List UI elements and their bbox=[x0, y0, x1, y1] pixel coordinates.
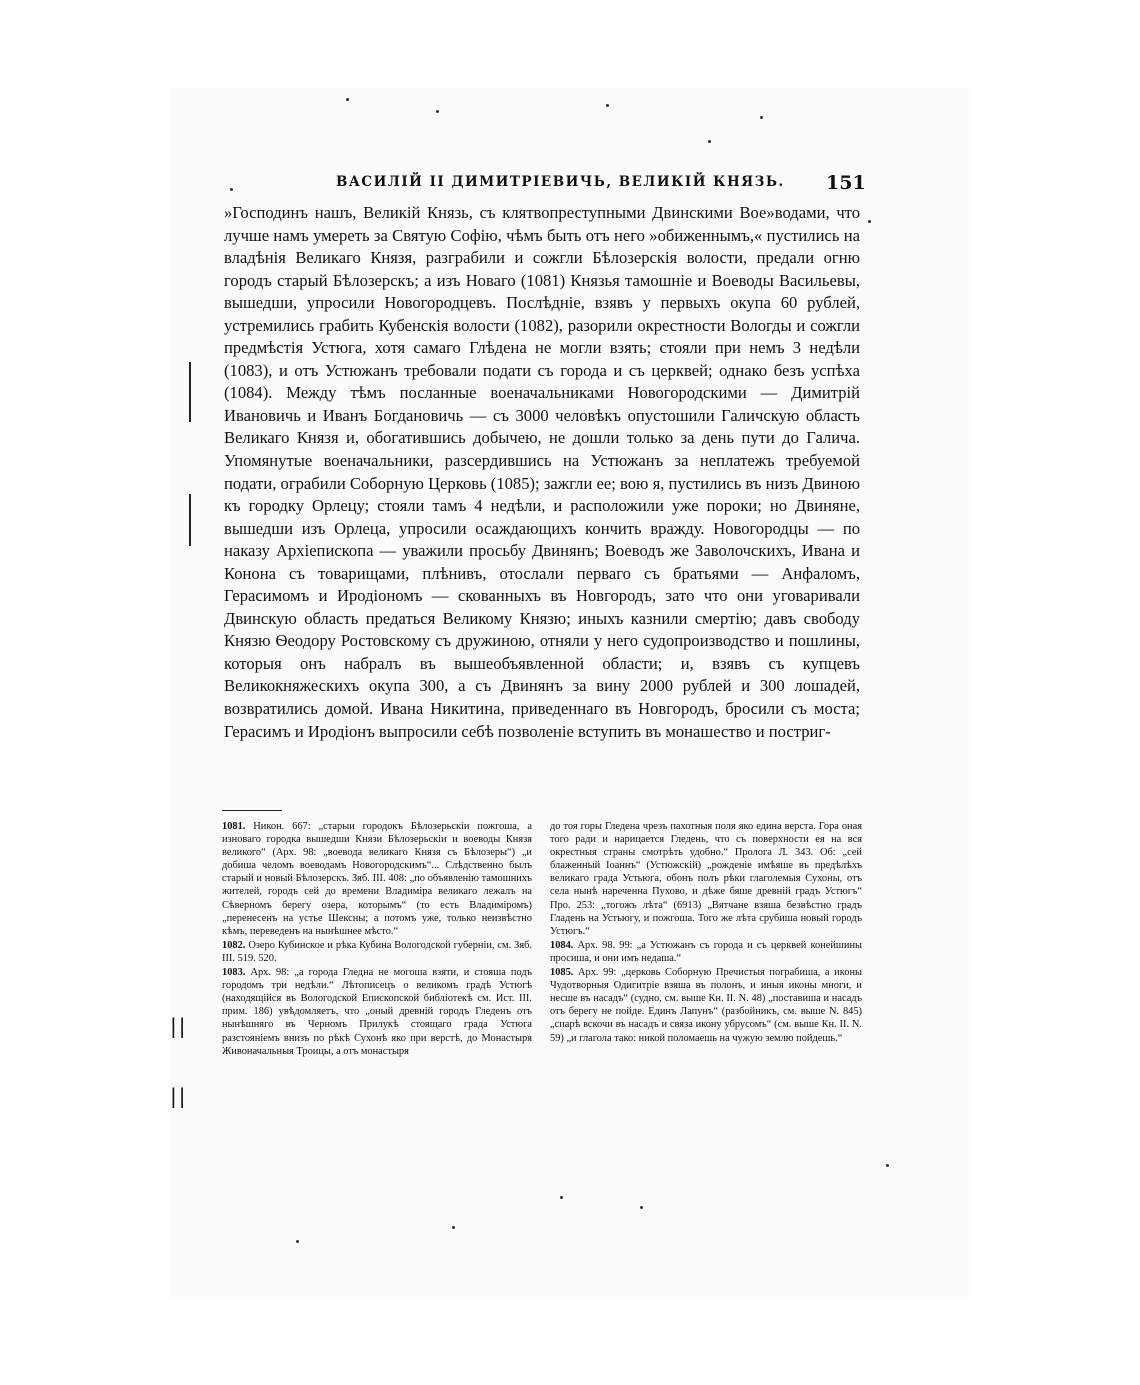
footnote-text: Арх. 99: „церковь Соборную Пречистыя пограбиша, а иконы Чудотворныя Одигитріе взяша въ полонъ, и иныя иконы многи, и несше въ насадъ“ (судно, см. выше Кн. II. N. 48) „поставиша и насадъ отъ берегу не пойде. Единъ Лапунъ“ (разбойникъ, см. выше N. 845) „спарѣ вскочи въ насадъ и связа икону убрусомъ“ (см. выше Кн. II. N. 59) „и глагола тако: никой поломаешь на чужую землю пойдешь.“ bbox=[550, 967, 862, 1044]
margin-mark: || bbox=[170, 1014, 188, 1038]
scan-speck bbox=[560, 1196, 563, 1199]
scan-speck bbox=[436, 110, 439, 113]
scan-speck bbox=[606, 104, 609, 107]
margin-line bbox=[189, 494, 191, 546]
margin-line bbox=[189, 362, 191, 422]
footnote bbox=[222, 966, 532, 1058]
footnotes-left-column bbox=[222, 820, 532, 1059]
footnote bbox=[222, 820, 532, 938]
scan-speck bbox=[346, 98, 349, 101]
footnote-number: 1085. bbox=[550, 967, 574, 979]
footnote bbox=[550, 939, 862, 965]
scan-speck bbox=[452, 1226, 455, 1229]
footnote-divider bbox=[222, 810, 282, 811]
footnote-text: Арх. 98: „а города Гледна не могоша взяти, и стояша подъ городомъ три недѣли.“ Лѣтописецъ о великомъ градѣ Устюгѣ (находящійся въ Вологодской Епископской библіотекѣ см. Ист. III. прим. 186) увѣдомляетъ, что „оный древній городъ Гледенъ отъ нынѣшняго въ Черномъ Прилукѣ стоящаго града Устюга разстояніемъ внизъ по рѣкѣ Сухонѣ яко при верстѣ, до Монастыря Живоначальныя Троицы, а отъ монастыря bbox=[222, 967, 532, 1057]
scan-speck bbox=[296, 1240, 299, 1243]
main-text: »Господинъ нашъ, Великій Князь, съ клятвопреступными Двинскими Вое»водами, что лучше намъ умереть за Святую Софію, чѣмъ быть отъ него »обиженнымъ,« пустились на владѣнія Великаго Князя, разграбили и сожгли Бѣлозерскія волости, предали огню городъ старый Бѣлозерскъ; а изъ Новаго (1081) Князья тамошніе и Воеводы Васильевы, вышедши, упросили Новогородцевъ. Послѣдніе, взявъ у первыхъ окупа 60 рублей, устремились грабить Кубенскія волости (1082), разорили окрестности Вологды и сожгли предмѣстія Устюга, хотя самаго Глѣдена не могли взять; стояли при немъ 3 недѣли (1083), и отъ Устюжанъ требовали подати съ города и съ церквей; однако безъ успѣха (1084). Между тѣмъ посланные военачальниками Новогородскими — Димитрій Ивановичь и Иванъ Богдановичь — съ 3000 человѣкъ опустошили Галичскую область Великаго Князя и, обогатившись добычею, не дошли только за день пути до Галича. Упомянутые военачальники, разсердившись на Устюжанъ за неплатежъ требуемой подати, ограбили Соборную Церковь (1085); зажгли ее; вою я, пустились въ низъ Двиною къ городку Орлецу; стояли тамъ 4 недѣли, и расположили уже пороки; но Двиняне, вышедши изъ Орлеца, упросили осаждающихъ кончить вражду. Новогородцы — по наказу Архіепископа — уважили просьбу Двинянъ; Воеводъ же Заволочскихъ, Ивана и Конона съ товарищами, плѣнивъ, отослали перваго съ братьями — Анфаломъ, Герасимомъ и Иродіономъ — скованныхъ въ Новгородъ, зато что они уговаривали Двинскую область предаться Великому Князю; иныхъ казнили смертію; давъ свободу Князю Ѳеодору Ростовскому съ дружиною, отняли у него судопроизводство и пошлины, которыя онъ набралъ въ вышеобъявленной области; и, взявъ съ купцевъ Великокняжескихъ окупа 300, а съ Двинянъ за вину 2000 рублей и 300 лошадей, возвратились домой. Ивана Никитина, приведеннаго въ Новгородъ, бросили съ моста; Герасимъ и Иродіонъ выпросили себѣ позволеніе вступить въ монашество и постриг- bbox=[224, 203, 860, 741]
footnote-number: 1084. bbox=[550, 939, 574, 951]
footnote-number: 1082. bbox=[222, 939, 246, 951]
scan-speck bbox=[640, 1206, 643, 1209]
footnotes-right-column bbox=[550, 820, 862, 1046]
footnote-text: Озеро Кубинское и рѣка Кубина Вологодской губерніи, см. Зяб. III. 519. 520. bbox=[222, 939, 532, 964]
scan-speck bbox=[868, 220, 871, 223]
footnote bbox=[550, 820, 862, 938]
footnote bbox=[222, 939, 532, 965]
footnote bbox=[550, 966, 862, 1045]
scan-speck bbox=[708, 140, 711, 143]
margin-mark: || bbox=[170, 1084, 188, 1108]
footnote-number: 1083. bbox=[222, 967, 246, 979]
scan-speck bbox=[230, 188, 233, 191]
page-number: 151 bbox=[826, 172, 866, 194]
footnote-number: 1081. bbox=[222, 821, 246, 832]
scan-speck bbox=[886, 1164, 889, 1167]
scan-speck bbox=[760, 116, 763, 119]
footnote-text: до тоя горы Гледена чрезъ пахотныя поля яко едина верста. Гора оная того ради и нарицается Гледень, что съ поверхности ея на вся окрестныя страны смотрѣть удобно.“ Пролога Л. 343. Об: „сей блаженный Іоаннъ“ (Устюжскій) „рожденіе имѣяше въ предѣлѣхъ великаго града Устьюга, обонъ полъ рѣки глаголемыя Сухоны, отъ села нынѣ нареченна Пухово, и дѣже бяше древній градъ Устюгъ“ Про. 253: „тогожъ лѣта“ (6913) „Вятчане взяша безвѣстно градъ Гладень на Устьюгу, и пожгоша. Того же лѣта срубиша новый городъ Устюгъ.“ bbox=[550, 821, 862, 937]
footnote-text: Арх. 98. 99: „а Устюжанъ съ города и съ церквей конейшины просиша, и они имъ недаша.“ bbox=[550, 939, 862, 964]
running-title: ВАСИЛІЙ II ДИМИТРІЕВИЧЬ, ВЕЛИКІЙ КНЯЗЬ. bbox=[336, 174, 785, 190]
footnote-text: Никон. 667: „старыи городокъ Бѣлозерьскіи пожгоша, а изноваго городка вышедши Князи Бѣлозерьскіи и воеводы Князя великого“ (Арх. 98: „воевода великаго Князя съ Бѣлозеры“) „и добиша челомъ воеводамъ Новогородскимъ“... Слѣдственно былъ старый и новый Бѣлозерскъ. Зяб. III. 408: „по объявленію тамошнихъ жителей, городъ сей до времени Владиміра великаго лежалъ на Сѣверномъ берегу озера, которымъ“ (то есть Владиміромъ) „перенесенъ на устье Шексны; а потомъ уже, только неизвѣстно кѣмъ, переведенъ на нынѣшнее мѣсто.“ bbox=[222, 821, 532, 937]
